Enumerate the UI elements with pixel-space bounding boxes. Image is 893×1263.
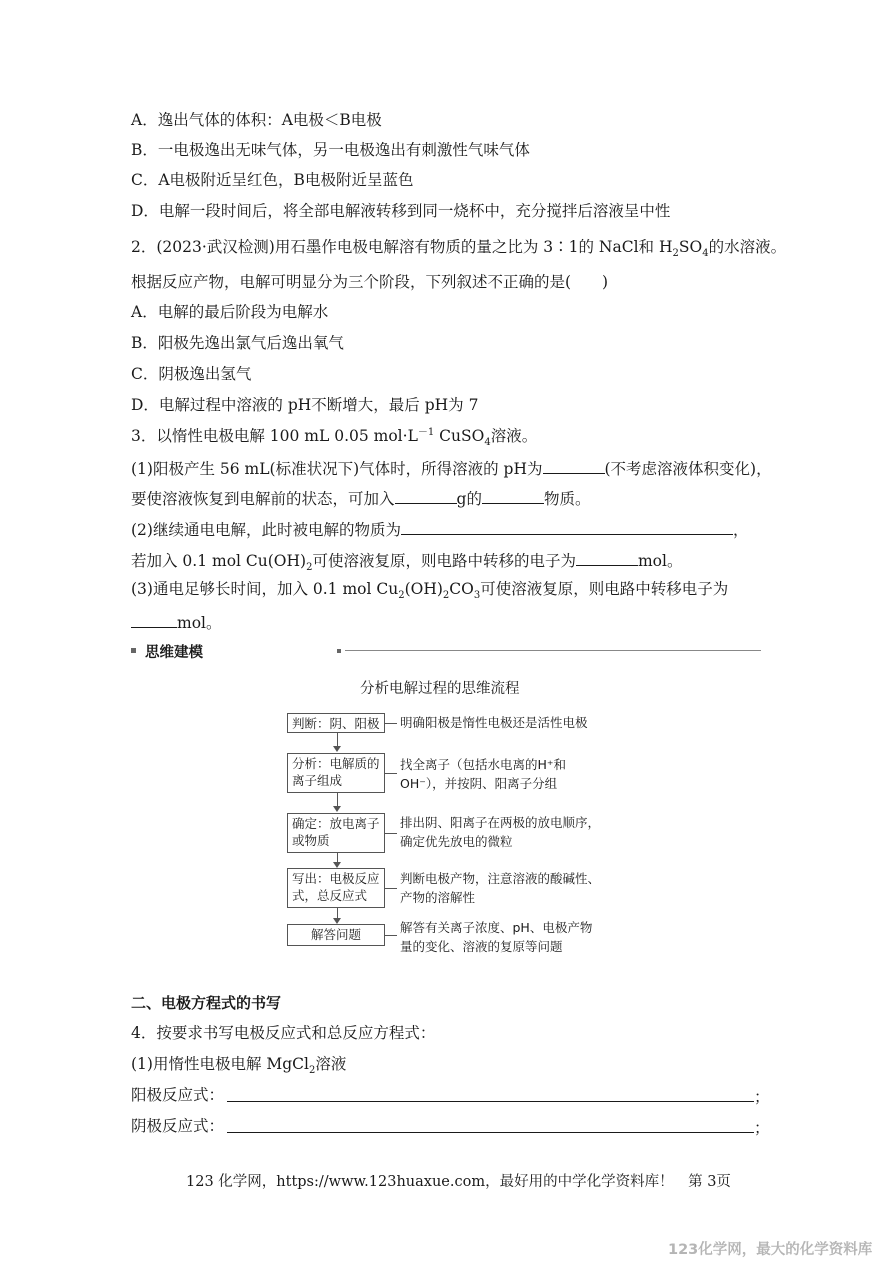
q3-sub: 4 [484, 437, 491, 449]
q3-text: 物质。 [543, 490, 591, 508]
flow-note-line: 明确阳极是惰性电极还是活性电极 [400, 715, 588, 730]
q3-part1-line1 [131, 457, 772, 479]
q3-text: 要使溶液恢复到电解前的状态，可加入 [131, 490, 395, 508]
flow-connector [337, 793, 338, 806]
flowchart-title: 分析电解过程的思维流程 [360, 681, 520, 697]
q3-text: (OH) [404, 580, 443, 598]
q3-text: mol。 [637, 552, 683, 570]
q3-text: 可使溶液复原，则电路中转移的电子为 [312, 552, 576, 570]
flow-step-box: 判断：阴、阳极 [287, 713, 385, 733]
q4-stem: 4．按要求书写电极反应式和总反应方程式： [131, 1024, 436, 1042]
q3-sub: 3 [473, 590, 481, 602]
flow-link [385, 773, 397, 774]
q4-sub: 2 [309, 1065, 316, 1077]
answer-blank[interactable] [395, 487, 457, 504]
q4-text: 溶液 [315, 1055, 347, 1073]
flow-link [385, 723, 397, 724]
flow-note-line: OH⁻），并按阴、阳离子分组 [400, 776, 558, 791]
q3-text: (1)阳极产生 56 mL(标准状况下)气体时，所得溶液的 pH为 [131, 460, 543, 478]
answer-blank[interactable] [482, 487, 544, 504]
cathode-label: 阴极反应式： [131, 1117, 225, 1135]
answer-blank[interactable] [576, 549, 638, 566]
cathode-answer-line[interactable] [227, 1132, 754, 1133]
anode-answer-line[interactable] [227, 1101, 754, 1102]
answer-blank[interactable] [401, 518, 733, 535]
q3-sup: －1 [417, 426, 435, 438]
q4-text: (1)用惰性电极电解 MgCl [131, 1055, 309, 1073]
flow-step-note [400, 918, 592, 956]
flow-step-note [400, 813, 600, 851]
q1-option-d: D．电解一段时间后，将全部电解液转移到同一烧杯中，充分搅拌后溶液呈中性 [131, 202, 671, 220]
flow-step-box: 分析：电解质的离子组成 [287, 753, 385, 793]
watermark: 123化学网，最大的化学资料库 [668, 1242, 873, 1258]
q3-stem-text: 3．以惰性电极电解 100 mL 0.05 mol·L [131, 427, 418, 445]
flow-link [385, 935, 397, 936]
q2-sub: 4 [702, 248, 709, 260]
flow-step-box: 确定：放电离子或物质 [287, 813, 385, 853]
q2-stem-text: SO [678, 238, 703, 256]
q2-option-b: B．阳极先逸出氯气后逸出氧气 [131, 334, 344, 352]
section-heading [131, 641, 761, 661]
page-footer: 123 化学网，https://www.123huaxue.com，最好用的中学化学资料库！ 第 3页 [186, 1174, 731, 1190]
q3-text: (3)通电足够长时间，加入 0.1 mol Cu [131, 580, 399, 598]
q1-option-b: B．一电极逸出无味气体，另一电极逸出有刺激性气味气体 [131, 141, 530, 159]
flow-arrow-icon [333, 806, 341, 812]
q3-text: 若加入 0.1 mol Cu(OH) [131, 552, 307, 570]
q2-option-c: C．阴极逸出氢气 [131, 365, 252, 383]
q3-text: (2)继续通电电解，此时被电解的物质为 [131, 521, 401, 539]
heading-square-icon [131, 648, 136, 653]
flow-step-note [400, 869, 600, 907]
flow-step-box: 写出：电极反应式，总反应式 [287, 868, 385, 908]
flow-note-line: 找全离子（包括水电离的H⁺和 [400, 757, 566, 772]
flow-note-line: 判断电极产物，注意溶液的酸碱性、 [400, 871, 601, 886]
q2-sub: 2 [672, 248, 679, 260]
flow-note-line: 产物的溶解性 [400, 890, 476, 905]
heading-rule [345, 650, 761, 651]
q3-text: CO [449, 580, 474, 598]
anode-label: 阳极反应式： [131, 1086, 225, 1104]
flow-link [385, 888, 397, 889]
q4-part1 [131, 1054, 347, 1077]
section-heading-text: 思维建模 [145, 645, 203, 661]
q2-stem-line1 [131, 237, 787, 260]
flow-link [385, 833, 397, 834]
flow-note-line: 解答有关离子浓度、pH、电极产物 [400, 920, 593, 935]
answer-blank[interactable] [543, 457, 605, 474]
line-end-mark: ； [754, 1119, 770, 1137]
answer-blank[interactable] [131, 611, 177, 628]
flow-note-line: 排出阴、阳离子在两极的放电顺序， [400, 815, 601, 830]
q3-text: g的 [456, 490, 482, 508]
q3-stem-text: 溶液。 [490, 427, 538, 445]
flow-step-note [400, 755, 566, 793]
q3-text: (不考虑溶液体积变化)， [604, 460, 772, 478]
flow-note-line: 量的变化、溶液的复原等问题 [400, 939, 563, 954]
q3-part2-line2 [131, 549, 683, 574]
flow-connector [337, 733, 338, 746]
part2-heading: 二、电极方程式的书写 [131, 994, 282, 1012]
q2-stem-text: 2．(2023·武汉检测)用石墨作电极电解溶有物质的量之比为 3∶1的 NaCl和 H [131, 238, 673, 256]
q2-stem-text: 的水溶液。 [708, 238, 787, 256]
flow-note-line: 确定优先放电的微粒 [400, 834, 513, 849]
q3-text: ， [732, 521, 749, 539]
q3-part3-line2 [131, 611, 222, 633]
flow-step-box: 解答问题 [287, 924, 385, 946]
q3-text: 可使溶液复原，则电路中转移电子为 [480, 580, 729, 598]
q3-stem-text: CuSO [434, 427, 485, 445]
flow-arrow-icon [333, 746, 341, 752]
q3-text: mol。 [177, 614, 222, 632]
q3-sub: 2 [398, 590, 405, 602]
q2-option-d: D．电解过程中溶液的 pH不断增大，最后 pH为 7 [131, 396, 479, 414]
q3-sub: 2 [442, 590, 450, 602]
q2-option-a: A．电解的最后阶段为电解水 [131, 303, 329, 321]
q2-stem-line2: 根据反应产物，电解可明显分为三个阶段，下列叙述不正确的是( ) [131, 273, 609, 291]
q3-stem [131, 426, 538, 449]
q3-part1-line2 [131, 487, 590, 509]
q3-part2-line1 [131, 518, 748, 540]
q3-sub: 2 [306, 562, 313, 574]
heading-dot-icon [337, 649, 341, 653]
q3-part3-line1 [131, 579, 729, 602]
flow-step-note [400, 713, 588, 732]
line-end-mark: ； [754, 1088, 770, 1106]
q1-option-c: C．A电极附近呈红色，B电极附近呈蓝色 [131, 171, 414, 189]
q1-option-a: A．逸出气体的体积：A电极＜B电极 [131, 111, 382, 129]
